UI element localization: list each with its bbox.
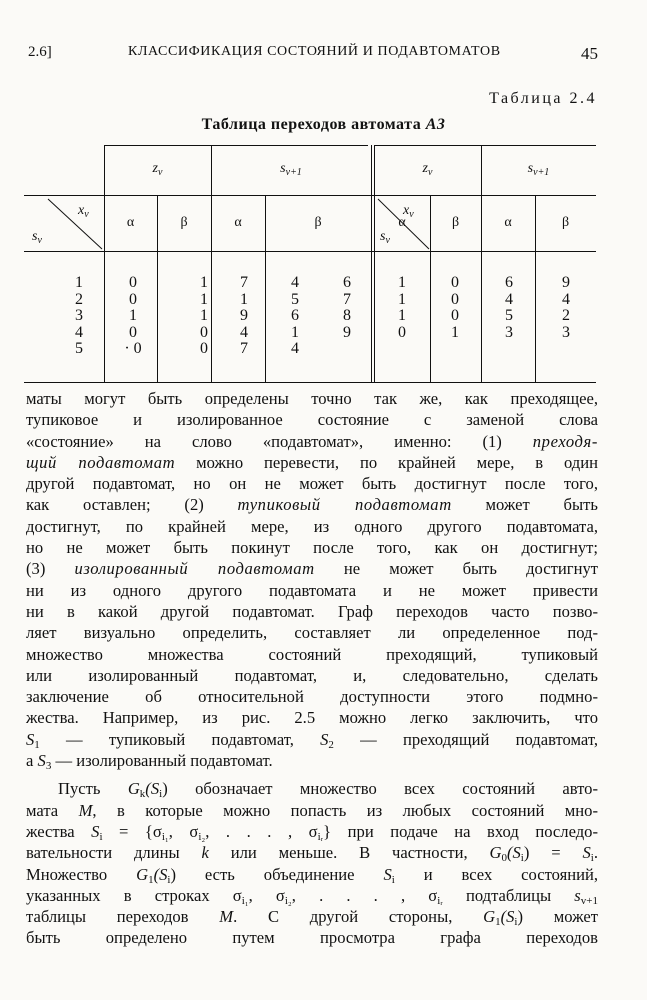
text-line: быть определено путем просмотра графа переходов xyxy=(26,928,598,948)
text-line: ни из одного другого подавтомата и не может привести xyxy=(26,580,598,600)
vline xyxy=(481,145,482,383)
z-beta-column-left: 1 1 1 0 0 xyxy=(200,274,208,357)
rule-top-left xyxy=(104,145,368,146)
text-line: ни в какой другой подавтомат. Граф переходов часто позво- xyxy=(26,601,598,621)
text-line: заключение об относительной доступности этого подмно- xyxy=(26,687,598,707)
input-beta: β xyxy=(180,215,188,230)
text-line: мата M, в которые можно попасть из любых состояний мно- xyxy=(26,800,598,820)
text-line: а $S_3$ — изолированный подавтомат. xyxy=(26,751,273,773)
z-alpha-column-right: 1 1 1 0 xyxy=(398,274,406,341)
text-line: тупиковое и изолированное состояние с заменой слова xyxy=(26,410,598,430)
text-line: $S_1$ — тупиковый подавтомат, $S_2$ — преходящий подавтомат, xyxy=(26,729,598,751)
running-header xyxy=(28,44,598,68)
section-number: 2.6] xyxy=(28,44,52,60)
text-line: множество множества состояний преходящий, тупиковый xyxy=(26,644,598,664)
corner-x-label: $x_v$ xyxy=(403,203,414,220)
header-z-right: $z_v$ xyxy=(422,161,433,178)
text-line: жества $S_i = \{\sigma_{i_1}$, $\sigma_{i_2}$, . . . , $\sigma_{iᵣ}$} при подаче на вход последо- xyxy=(26,821,598,843)
rule-group xyxy=(24,195,596,196)
text-line: но не может быть покинут после того, как он достигнут; xyxy=(26,538,598,558)
input-alpha: α xyxy=(504,215,512,230)
z-alpha-column-left: 0 0 1 0 · 0 xyxy=(124,274,142,357)
corner-x-label: $x_v$ xyxy=(78,203,89,220)
rule-header xyxy=(24,251,596,252)
text-line: Пусть $G_k(S_i)$ обозначает множество всех состояний авто- xyxy=(58,779,598,801)
s-alpha-column-left: 7 1 9 4 7 xyxy=(240,274,248,357)
text-line: щий подавтомат можно перевести, по крайней мере, в один xyxy=(26,452,598,472)
z-beta-column-right: 0 0 0 1 xyxy=(451,274,459,341)
text-line: Множество $G_1(S_i)$ есть объединение $S_i$ и всех состояний, xyxy=(26,864,599,886)
vline xyxy=(374,145,375,383)
text-line: «состояние» на слово «подавтомат», именно: (1) преходя- xyxy=(26,431,598,451)
header-z-left: $z_v$ xyxy=(152,161,163,178)
text-line: или изолированный подавтомат, и, следовательно, сделать xyxy=(26,665,598,685)
table-number: Таблица 2.4 xyxy=(489,90,597,107)
text-line: жества. Например, из рис. 2.5 можно легко заключить, что xyxy=(26,708,598,728)
state-column-left: 1 2 3 4 5 xyxy=(75,274,83,357)
body-text xyxy=(26,388,598,949)
text-line: маты могут быть определены точно так же, как преходящее, xyxy=(26,389,598,408)
transition-table xyxy=(24,145,596,383)
input-beta: β xyxy=(451,215,460,230)
text-line: (3) изолированный подавтомат не может быть достигнут xyxy=(26,559,598,579)
header-s-right: $s_{v+1}$ xyxy=(527,161,550,178)
input-alpha: α xyxy=(234,215,242,230)
s-beta-column-right: 9 4 2 3 xyxy=(562,274,570,341)
text-line: другой подавтомат, но он не может быть достигнут после того, xyxy=(26,474,598,494)
running-title: КЛАССИФИКАЦИЯ СОСТОЯНИЙ И ПОДАВТОМАТОВ xyxy=(128,44,501,59)
corner-s-label: $s_v$ xyxy=(380,229,390,246)
text-line: таблицы переходов M. С другой стороны, $G_1(S_i)$ может xyxy=(26,907,598,929)
s-alpha-column-right: 6 4 5 3 xyxy=(505,274,513,341)
input-beta: β xyxy=(561,215,570,230)
corner-s-label: $s_v$ xyxy=(32,229,42,246)
input-beta: β xyxy=(314,215,322,230)
text-line: как оставлен; (2) тупиковый подавтомат может быть xyxy=(26,495,598,515)
state-column-right: 6 7 8 9 xyxy=(343,274,351,341)
input-alpha: α xyxy=(126,215,135,230)
vline xyxy=(371,145,372,383)
text-line: вательности длины k или меньше. В частности, $G_0(S_i) = S_i$. xyxy=(26,843,598,865)
vline xyxy=(104,145,105,383)
rule-bottom xyxy=(24,382,596,383)
header-s-left: $s_{v+1}$ xyxy=(280,161,302,178)
page-number: 45 xyxy=(581,44,598,63)
input-alpha: α xyxy=(398,215,406,230)
text-line: ляет визуально определить, составляет ли определенное под- xyxy=(26,623,598,643)
text-line: достигнут, по крайней мере, из одного другого подавтомата, xyxy=(26,516,598,536)
s-beta-column-left: 4 5 6 1 4 xyxy=(291,274,299,357)
rule-top-right xyxy=(374,145,596,146)
table-caption: Таблица переходов автомата A3 xyxy=(201,116,446,133)
text-line: указанных в строках $\sigma_{i_1}$, $\sigma_{i_2}$, . . . , $\sigma_{iᵣ}$ подтаблицы $s_{v+1}$ xyxy=(26,885,598,907)
